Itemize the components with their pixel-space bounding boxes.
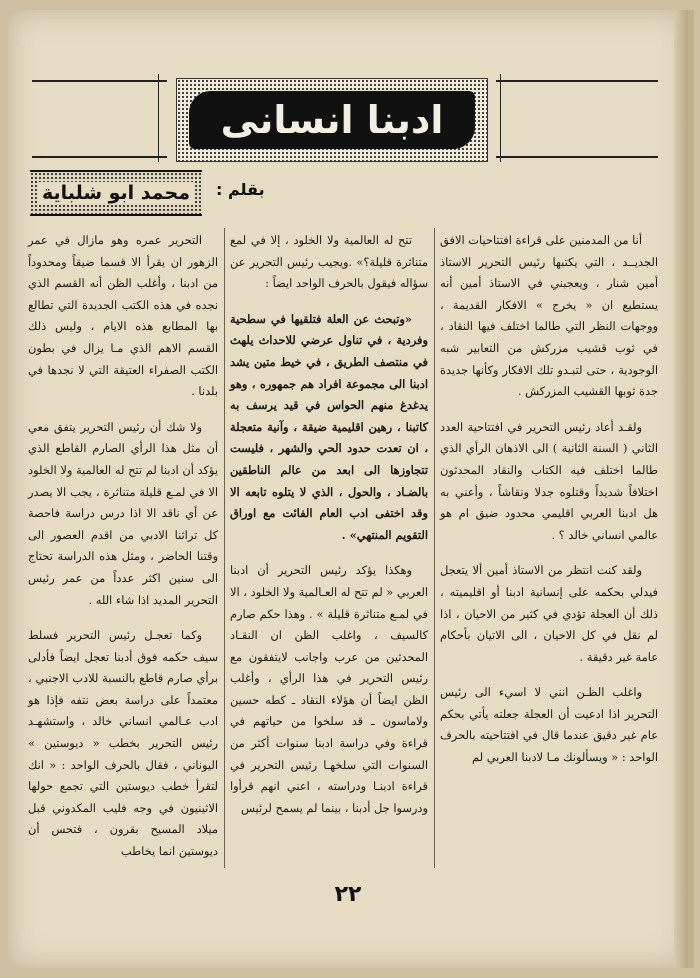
paragraph: أنا من المدمنين على قراءة افتتاحيات الافق الجديــد ، التي يكتبها رئيس التحرير الاستاذ أمين شنار ، ويعجبني في الاستاذ أمين أنه يستطيع ان « يخرج » الافكار القديمة ، ووجهات النظر التي طالما اختلف فيها النقاد ، في ثوب قشيب مزركش من التعابير شبه الوجودية ، حتى لتبـدو تلك الافكار وكأنها جديدة جدة ثوبها القشيب المزركش . — [440, 233, 658, 399]
column-right — [440, 230, 658, 783]
title-banner — [176, 78, 488, 162]
title-rule-right-vertical — [500, 74, 501, 162]
byline-box — [30, 170, 202, 216]
column-divider-left — [224, 228, 225, 868]
quoted-paragraph: «وتبحث عن العلة فتلقيها في سطحية وفردية ، في تناول عرضي للاحداث يلهث في منتصف الطريق ، في خيط متين يشد ادبنا الى مجموعة افراد هم جمهوره ، وهو يدغدغ منهم الحواس في قيد يرسف به كاتبنا ، رهين اقليمية ضيقة ، وآنية متعجلة ، ان تعدت حدود الحي والشهر ، فليست تتجاوزها الى ابعد من عالم الناطقين بالضـاد ، والحول ، الذي لا يتلوه تابعه الا وقد اختفى ادب العام الفائت مع اوراق التقويم المنتهي» . — [230, 311, 428, 542]
column-divider-right — [434, 228, 435, 868]
column-left — [28, 230, 218, 877]
paragraph: وهكذا يؤكد رئيس التحرير أن ادبنا العربي « لم تتح له العـالمية ولا الخلود ، الا في لمـع متناثرة قليلة » . وهذا حكم صارم كالسيف ، واغلب الظن ان النقـاد المحدثين من عرب واجانب لايتفقون مع رئيس التحرير في هذا الرأي ، وأغلب الظن ايضاً أن هؤلاء النقاد ـ كطه حسين ولاماسون ـ قد سلخوا من حياتهم في قراءة وفي دراسة ادبنا سنوات أكثر من السنوات التي سلخهـا رئيس التحرير في قراءة ادبنـا ودراسته ، اعني انهم قرأوا ودرسوا جل أدبنا ، بينما لم يسمح لرئيس — [230, 563, 428, 815]
page-spine — [674, 10, 688, 968]
title-banner-inner — [189, 91, 475, 149]
title-rule-left-bottom — [32, 156, 167, 158]
article-title: ادبنا انسانی — [220, 98, 444, 142]
magazine-page — [8, 10, 694, 968]
paragraph: ولقد كنت انتظر من الاستاذ أمين ألا يتعجل فيدلي بحكمه على إنسانية ادبنا أو اقليميته ، ذلك أن العجلة تؤدي في كثير من الاحيان ، اذا لم نقل في كل الاحيان ، الى الاتيان بأحكام عامة غير دقيقة . — [440, 563, 658, 664]
title-rule-right-top — [496, 80, 658, 82]
page-number: ٢٢ — [334, 882, 362, 907]
paragraph: تتح له العالمية ولا الخلود ، إلا في لمع متناثرة قليلة؟» .ويجيب رئيس التحرير عن سؤاله فيقول بالحرف الواحد ايضاً : — [230, 233, 428, 291]
byline-label: بقلم : — [216, 180, 265, 199]
title-rule-left-top — [32, 80, 167, 82]
title-rule-left-vertical — [158, 74, 159, 162]
paragraph: ولا شك أن رئيس التحرير يتفق معي أن مثل هذا الرأي الصارم القاطع الذي يؤكد أن ادبنا لم تتح له العالمية ولا الخلود الا في لمـع قليلة متناثرة ، يجب الا يصدر عن أي ناقد الا اذا درس دراسة فاحصة كل تراثنا الادبي من اقدم العصور الى وقتنا الحاضر ، ومثل هذه الدراسة تحتاج الى سنين اكثر عدداً من عمر رئيس التحرير المديد اذا شاء الله . — [28, 419, 218, 607]
author-name: محمد ابو شلباية — [38, 182, 194, 204]
paragraph: التحرير عمره وهو مازال في عمر الزهور ان يقرأ الا قسما ضيقاً ومحدوداً من ادبنا ، وأغلب الظن أنه القسم الذي نجده في هذه الكتب الجديدة التي تطالع بها المطابع هذه الايام ، وليس ذلك القسم الاهم الذي مـا يزال في بطون الكتب الصفراء العتيقة التي لا نجدها في بلدنا . — [28, 233, 218, 399]
column-middle — [230, 230, 428, 833]
title-rule-right-bottom — [496, 156, 658, 158]
paragraph: ولقـد أعاد رئيس التحرير في افتتاحية العدد الثاني ( السنة الثانية ) الى الاذهان الرأي الذي طالما اختلف فيه الكتاب والنقاد المحدثون اختلافاً شديداً وقتلوه جدلا ونقاشاً ، وأعني به هل ادبنا العربي اقليمي محدود ضيق ام هو عالمي انساني خالد ؟ . — [440, 419, 658, 542]
paragraph: واغلب الظـن انني لا اسيء الى رئيس التحرير اذا ادعيت أن العجلة جعلته يأتي بحكم عام غير دقيق عندما قال في افتتاحيته بالحرف الواحد : « ويسألونك مـا لادبنا العربي لم — [440, 685, 658, 765]
paragraph: وكما تعجـل رئيس التحرير فسلط سيف حكمه فوق أدبنا تعجل ايضاً فأدلى برأي صارم قاطع بالنسبة للادب الاجنبي ، معتمداً على دراسة بعض نتفه فإذا هو ادب عـالمي انساني خالد ، واستشهـد رئيس التحرير بخطب « ديوستين » اليوناني ، فقال بالحرف الواحد : « انك لتقرأ خطب ديوستين التي تجمع حولها الاثينيون في وجه فليب المكدوني قبل ميلاد المسيح بقرون ، فتحس أن ديوستين انما يخاطب — [28, 628, 218, 859]
